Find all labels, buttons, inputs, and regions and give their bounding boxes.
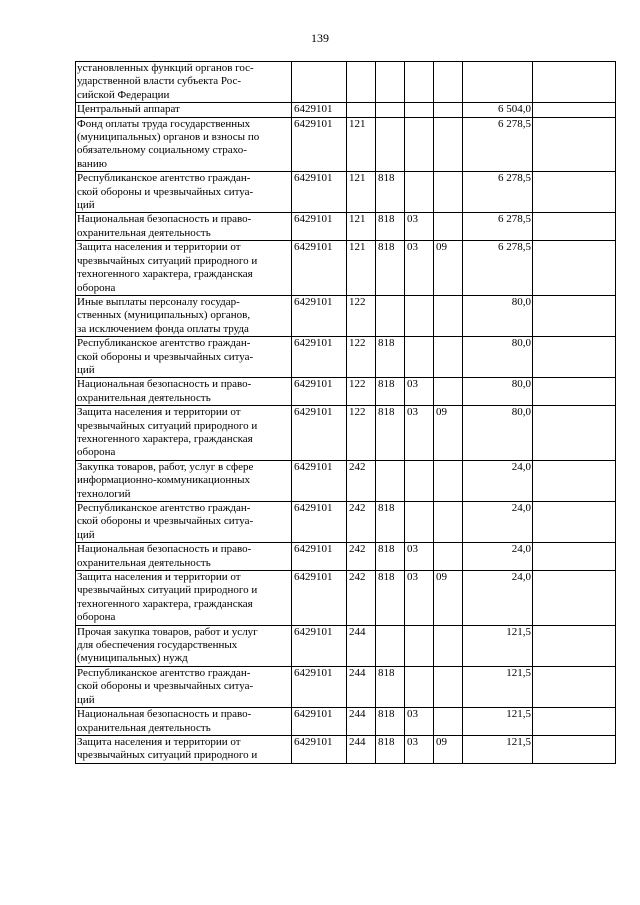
amount-cell: 24,0 — [463, 502, 533, 543]
extra-cell — [533, 337, 616, 378]
target-article-cell: 6429101 — [292, 666, 347, 707]
expense-type-cell: 244 — [347, 666, 376, 707]
description-cell: Национальная безопасность и право- охранительная деятельность — [76, 378, 292, 406]
expense-type-cell: 244 — [347, 735, 376, 763]
expense-type-cell: 121 — [347, 241, 376, 296]
subsection-cell — [434, 213, 463, 241]
extra-cell — [533, 378, 616, 406]
section-cell: 03 — [405, 406, 434, 461]
target-article-cell: 6429101 — [292, 172, 347, 213]
expense-type-cell: 244 — [347, 625, 376, 666]
extra-cell — [533, 117, 616, 172]
description-cell: Центральный аппарат — [76, 103, 292, 117]
extra-cell — [533, 241, 616, 296]
description-cell: Закупка товаров, работ, услуг в сфере информационно-коммуникационных технологий — [76, 460, 292, 501]
expense-type-cell: 244 — [347, 708, 376, 736]
target-article-cell: 6429101 — [292, 406, 347, 461]
subsection-cell — [434, 666, 463, 707]
table-row — [76, 337, 616, 378]
description-cell: Республиканское агентство граждан- ской обороны и чрезвычайных ситуа- ций — [76, 502, 292, 543]
target-article-cell: 6429101 — [292, 543, 347, 571]
subsection-cell: 09 — [434, 406, 463, 461]
extra-cell — [533, 62, 616, 103]
target-article-cell: 6429101 — [292, 295, 347, 336]
administrator-code-cell: 818 — [376, 172, 405, 213]
table-row — [76, 708, 616, 736]
extra-cell — [533, 460, 616, 501]
section-cell: 03 — [405, 735, 434, 763]
subsection-cell — [434, 378, 463, 406]
description-cell: Иные выплаты персоналу государ- ственных (муниципальных) органов, за исключением фонда оплаты труда — [76, 295, 292, 336]
administrator-code-cell — [376, 62, 405, 103]
extra-cell — [533, 708, 616, 736]
expense-type-cell — [347, 62, 376, 103]
amount-cell: 24,0 — [463, 543, 533, 571]
extra-cell — [533, 172, 616, 213]
section-cell: 03 — [405, 378, 434, 406]
target-article-cell: 6429101 — [292, 213, 347, 241]
administrator-code-cell: 818 — [376, 406, 405, 461]
amount-cell: 80,0 — [463, 337, 533, 378]
subsection-cell — [434, 543, 463, 571]
administrator-code-cell — [376, 103, 405, 117]
target-article-cell: 6429101 — [292, 117, 347, 172]
administrator-code-cell — [376, 117, 405, 172]
section-cell — [405, 625, 434, 666]
target-article-cell: 6429101 — [292, 460, 347, 501]
administrator-code-cell: 818 — [376, 666, 405, 707]
target-article-cell: 6429101 — [292, 337, 347, 378]
description-cell: Защита населения и территории от чрезвычайных ситуаций природного и техногенного характера, гражданская оборона — [76, 241, 292, 296]
description-cell: Республиканское агентство граждан- ской обороны и чрезвычайных ситуа- ций — [76, 337, 292, 378]
target-article-cell — [292, 62, 347, 103]
expense-type-cell: 122 — [347, 337, 376, 378]
target-article-cell: 6429101 — [292, 103, 347, 117]
expense-type-cell: 242 — [347, 460, 376, 501]
section-cell: 03 — [405, 571, 434, 626]
expense-type-cell: 121 — [347, 172, 376, 213]
extra-cell — [533, 103, 616, 117]
section-cell — [405, 172, 434, 213]
administrator-code-cell: 818 — [376, 241, 405, 296]
table-row — [76, 117, 616, 172]
administrator-code-cell — [376, 460, 405, 501]
table-row — [76, 735, 616, 763]
description-cell: Национальная безопасность и право- охранительная деятельность — [76, 543, 292, 571]
extra-cell — [533, 406, 616, 461]
extra-cell — [533, 571, 616, 626]
administrator-code-cell: 818 — [376, 502, 405, 543]
table-row — [76, 62, 616, 103]
budget-table — [75, 61, 616, 764]
section-cell — [405, 460, 434, 501]
extra-cell — [533, 666, 616, 707]
section-cell: 03 — [405, 543, 434, 571]
target-article-cell: 6429101 — [292, 241, 347, 296]
expense-type-cell: 122 — [347, 406, 376, 461]
amount-cell: 6 278,5 — [463, 172, 533, 213]
amount-cell — [463, 62, 533, 103]
amount-cell: 6 278,5 — [463, 241, 533, 296]
extra-cell — [533, 735, 616, 763]
description-cell: Фонд оплаты труда государственных (муниципальных) органов и взносы по обязательному социальному страхо- ванию — [76, 117, 292, 172]
amount-cell: 121,5 — [463, 625, 533, 666]
table-row — [76, 625, 616, 666]
expense-type-cell: 122 — [347, 295, 376, 336]
target-article-cell: 6429101 — [292, 625, 347, 666]
table-row — [76, 406, 616, 461]
table-row — [76, 378, 616, 406]
amount-cell: 6 278,5 — [463, 117, 533, 172]
administrator-code-cell: 818 — [376, 571, 405, 626]
table-row — [76, 460, 616, 501]
expense-type-cell: 242 — [347, 571, 376, 626]
description-cell: Республиканское агентство граждан- ской обороны и чрезвычайных ситуа- ций — [76, 172, 292, 213]
expense-type-cell: 121 — [347, 213, 376, 241]
amount-cell: 24,0 — [463, 571, 533, 626]
target-article-cell: 6429101 — [292, 708, 347, 736]
subsection-cell — [434, 117, 463, 172]
amount-cell: 121,5 — [463, 708, 533, 736]
amount-cell: 121,5 — [463, 735, 533, 763]
subsection-cell — [434, 103, 463, 117]
amount-cell: 80,0 — [463, 378, 533, 406]
subsection-cell: 09 — [434, 571, 463, 626]
administrator-code-cell — [376, 295, 405, 336]
extra-cell — [533, 502, 616, 543]
administrator-code-cell: 818 — [376, 543, 405, 571]
table-row — [76, 295, 616, 336]
section-cell — [405, 103, 434, 117]
description-cell: Прочая закупка товаров, работ и услуг для обеспечения государственных (муниципальных) нужд — [76, 625, 292, 666]
description-cell: Национальная безопасность и право- охранительная деятельность — [76, 213, 292, 241]
extra-cell — [533, 543, 616, 571]
target-article-cell: 6429101 — [292, 502, 347, 543]
table-row — [76, 543, 616, 571]
section-cell — [405, 337, 434, 378]
table-row — [76, 213, 616, 241]
subsection-cell — [434, 502, 463, 543]
administrator-code-cell — [376, 625, 405, 666]
amount-cell: 6 504,0 — [463, 103, 533, 117]
table-row — [76, 571, 616, 626]
amount-cell: 80,0 — [463, 295, 533, 336]
expense-type-cell: 122 — [347, 378, 376, 406]
section-cell: 03 — [405, 213, 434, 241]
description-cell: Защита населения и территории от чрезвычайных ситуаций природного и техногенного характера, гражданская оборона — [76, 571, 292, 626]
target-article-cell: 6429101 — [292, 571, 347, 626]
administrator-code-cell: 818 — [376, 708, 405, 736]
administrator-code-cell: 818 — [376, 378, 405, 406]
extra-cell — [533, 625, 616, 666]
table-row — [76, 241, 616, 296]
target-article-cell: 6429101 — [292, 378, 347, 406]
amount-cell: 80,0 — [463, 406, 533, 461]
subsection-cell — [434, 625, 463, 666]
description-cell: установленных функций органов гос- ударственной власти субъекта Рос- сийской Федерации — [76, 62, 292, 103]
administrator-code-cell: 818 — [376, 735, 405, 763]
table-row — [76, 666, 616, 707]
table-row — [76, 172, 616, 213]
amount-cell: 6 278,5 — [463, 213, 533, 241]
extra-cell — [533, 213, 616, 241]
description-cell: Национальная безопасность и право- охранительная деятельность — [76, 708, 292, 736]
description-cell: Защита населения и территории от чрезвычайных ситуаций природного и техногенного характера, гражданская оборона — [76, 406, 292, 461]
description-cell: Республиканское агентство граждан- ской обороны и чрезвычайных ситуа- ций — [76, 666, 292, 707]
subsection-cell — [434, 708, 463, 736]
table-body — [76, 62, 616, 764]
section-cell — [405, 666, 434, 707]
section-cell: 03 — [405, 708, 434, 736]
expense-type-cell — [347, 103, 376, 117]
expense-type-cell: 121 — [347, 117, 376, 172]
section-cell — [405, 502, 434, 543]
subsection-cell: 09 — [434, 735, 463, 763]
subsection-cell — [434, 62, 463, 103]
subsection-cell: 09 — [434, 241, 463, 296]
section-cell — [405, 117, 434, 172]
page-number: 139 — [311, 31, 329, 45]
section-cell: 03 — [405, 241, 434, 296]
subsection-cell — [434, 172, 463, 213]
amount-cell: 121,5 — [463, 666, 533, 707]
subsection-cell — [434, 460, 463, 501]
target-article-cell: 6429101 — [292, 735, 347, 763]
table-row — [76, 103, 616, 117]
description-cell: Защита населения и территории от чрезвычайных ситуаций природного и — [76, 735, 292, 763]
section-cell — [405, 62, 434, 103]
expense-type-cell: 242 — [347, 502, 376, 543]
subsection-cell — [434, 295, 463, 336]
table-row — [76, 502, 616, 543]
amount-cell: 24,0 — [463, 460, 533, 501]
administrator-code-cell: 818 — [376, 213, 405, 241]
extra-cell — [533, 295, 616, 336]
section-cell — [405, 295, 434, 336]
administrator-code-cell: 818 — [376, 337, 405, 378]
expense-type-cell: 242 — [347, 543, 376, 571]
subsection-cell — [434, 337, 463, 378]
